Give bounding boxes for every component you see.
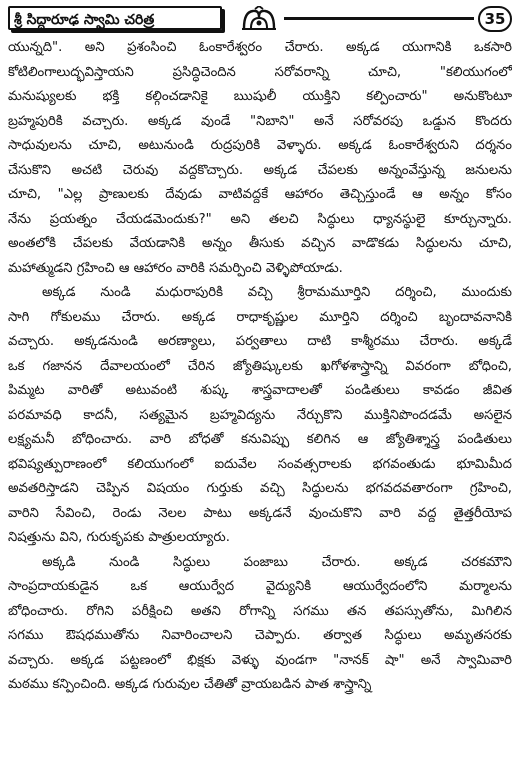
text-line: భవిష్యత్పురాణంలో కలియుగంలో ఐదువేల సంవత్సరాలకు భగవంతుడు భూమిమీద [8,456,512,472]
text-line: సగము ఔషధముతోను నివారించాలని చెప్పారు. తర్వాత సిద్ధులు అమృతసరకు [8,628,512,643]
page-number: 35 [478,6,512,32]
text-line: లక్ష్యమనీ బోధించారు. వారి బోధతో కనువిప్పు కలిగిన ఆ జ్యోతిశ్శాస్త్ర పండితులు [8,432,512,447]
header-rule [284,17,474,20]
text-line: సాగి గోకులము చేరారు. అక్కడ రాధాకృష్ణుల మూర్తిని దర్శించి బృందావనానికి [8,309,512,325]
paragraph [8,281,512,551]
text-line: మనుష్యులకు భక్తి కల్గించడానికై ఋషులీ యుక్తిని కల్పించారు" అనుకొంటూ [8,89,512,104]
text-line: యున్నది". అని ప్రశంసించి ఓంకారేశ్వరం చేరారు. అక్కడ యుగానికి ఒకసారి [8,40,512,55]
text-line: ఒక గజానన దేవాలయంలో చేరిన జ్యోతిష్కులకు ఖగోళశాస్త్రాన్ని వివరంగా బోధించి, [8,358,512,374]
text-line: వచ్చారు. అక్కడ పట్టణంలో భిక్షకు వెళ్ళు వుండగా "నానక్ షా" అనే స్వామివారి [8,652,512,668]
text-line: సాధువులను చూచి, అటునుండి రుద్రపురికి వెళ్ళారు. అక్కడ ఓంకారేశ్వరుని దర్శనం [8,138,512,153]
text-line: మఠము కన్పించింది. అక్కడ గురువుల చేతితో వ్రాయబడిన పాత శాస్త్రాన్ని [8,677,372,692]
text-line: చేసుకొని అచటి చెరువు వద్దకొచ్చారు. అక్కడ చేపలకు అన్నంవేస్తున్న జనులను [8,162,512,178]
text-line: బ్రహ్మపురికి వచ్చారు. అక్కడ వుండే "నిబాని" అనే సరోవరపు ఒడ్డున కొందరు [8,113,512,129]
text-line: వారిని సేవించి, రెండు నెలల పాటు అక్కడనే వుంచుకొని వారి వద్ద తైత్తరీయోప [8,505,512,521]
text-line: మహాత్ముడని గ్రహించి ఆ ఆహారం వారికి సమర్పించి వెళ్ళిపోయాడు. [8,260,343,276]
text-line: సాంప్రదాయకుడైన ఒక ఆయుర్వేద వైద్యునికి ఆయుర్వేదంలోని మర్మాలను [8,579,512,594]
paragraph [8,36,512,281]
text-line: నేను ప్రయత్నం చేయడమెందుకు?" అని తలచి సిద్ధులు ధ్యానస్థులై కూర్చున్నారు. [8,211,512,227]
text-line: అవతరిస్తాడని చెప్పిన విషయం గుర్తుకు వచ్చి సిద్ధులను భగవదవతారంగా గ్రహించి, [8,481,512,496]
text-line: నిషత్తును విని, గురుకృపకు పాత్రులయ్యారు. [8,530,230,545]
text-line: అంతలోకి చేపలకు వేయడానికి అన్నం తీసుకు వచ్చిన వాడొకడు సిద్ధులను చూచి, [8,236,512,251]
text-line: పిమ్మట వారితో అటువంటి శుష్క శాస్త్రవాదాలతో పండితులు కావడం జీవిత [8,383,512,398]
page-header [8,6,512,32]
running-title: శ్రీ సిద్ధారూఢ స్వామి చరిత్ర [8,6,222,30]
text-line: అక్కడ నుండి మధురాపురికి వచ్చి శ్రీరామమూర్తిని దర్శించి, ముందుకు [42,285,512,300]
page-body [8,36,512,698]
text-line: బోధించారు. రోగిని పరీక్షించి అతని రోగాన్ని సగము తన తపస్సుతోను, మిగిలిన [8,603,512,619]
text-line: కోటిలింగాలుద్భవిస్తాయని ప్రసిద్ధిచెందిన సరోవరాన్ని చూచి, "కలియుగంలో [8,64,512,80]
text-line: చూచి, "ఎల్ల ప్రాణులకు దేవుడు వాటివద్దకే ఆహారం తెచ్చిస్తుండే ఆ అన్నం కోసం [8,187,512,202]
paragraph [8,551,512,698]
text-line: వచ్చారు. అక్కడనుండి అరణ్యాలు, పర్వతాలు దాటి కాశ్మీరము చేరారు. అక్కడే [8,334,512,349]
deity-emblem-icon [240,6,278,32]
text-line: పరమావధి కాదనీ, సత్యమైన బ్రహ్మవిద్యను నేర్చుకొని ముక్తినిపొందడమే అసలైన [8,407,512,423]
text-line: అక్కడి నుండి సిద్ధులు పంజాబు చేరారు. అక్కడ చరకమౌని [42,554,512,570]
